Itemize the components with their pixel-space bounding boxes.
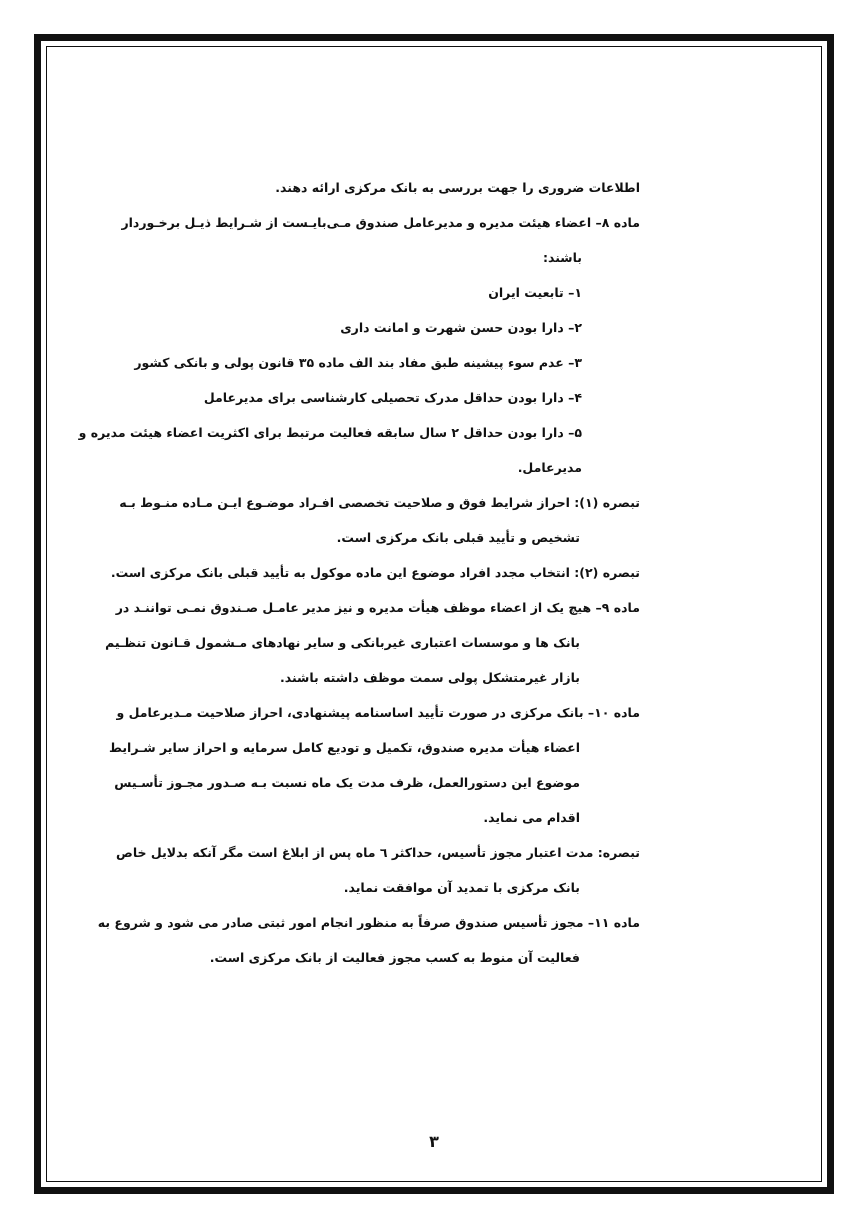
article-10-line-2: اعضاء هیأت مدیره صندوق، تکمیل و تودیع کامل سرمایه و احراز سایر شـرایط [108,740,580,755]
intro-tail: اطلاعات ضروری را جهت بررسی به بانک مرکزی ارائه دهند. [275,180,640,195]
document-body [78,170,640,975]
article-11-line-1: ماده ۱۱– مجوز تأسیس صندوق صرفاً به منظور انجام امور ثبتی صادر می شود و شروع به [97,915,640,930]
note-3-line-1: تبصره: مدت اعتبار مجوز تأسیس، حداکثر ٦ ماه پس از ابلاغ است مگر آنکه بدلایل خاص [116,845,640,860]
article-8-line-1: ماده ۸– اعضاء هیئت مدیره و مدیرعامل صندوق مـی‌بایـست از شـرایط ذیـل برخـوردار [121,215,640,230]
article-10-line-4: اقدام می نماید. [483,810,580,825]
article-10-line-3: موضوع این دستورالعمل، ظرف مدت یک ماه نسبت بـه صـدور مجـوز تأسـیس [114,775,580,790]
condition-2: ۲– دارا بودن حسن شهرت و امانت داری [340,320,582,335]
condition-3: ۳– عدم سوء پیشینه طبق مفاد بند الف ماده ۳۵ قانون پولی و بانکی کشور [134,355,582,370]
page-number: ۳ [429,1132,439,1151]
article-10-line-1: ماده ۱۰– بانک مرکزی در صورت تأیید اساسنامه پیشنهادی، احراز صلاحیت مـدیرعامل و [116,705,640,720]
condition-5-line-1: ۵– دارا بودن حداقل ۲ سال سابقه فعالیت مرتبط برای اکثریت اعضاء هیئت مدیره و [78,425,582,440]
note-3-line-2: بانک مرکزی با تمدید آن موافقت نماید. [343,880,580,895]
condition-4: ۴– دارا بودن حداقل مدرک تحصیلی کارشناسی برای مدیرعامل [203,390,582,405]
article-9-line-2: بانک ها و موسسات اعتباری غیربانکی و سایر نهادهای مـشمول قـانون تنظـیم [105,635,580,650]
condition-5-line-2: مدیرعامل. [517,460,582,475]
note-1-line-1: تبصره (۱): احراز شرایط فوق و صلاحیت تخصصی افـراد موضـوع ایـن مـاده منـوط بـه [119,495,640,510]
condition-1: ۱– تابعیت ایران [488,285,582,300]
article-9-line-3: بازار غیرمتشکل پولی سمت موظف داشته باشند. [279,670,580,685]
note-1-line-2: تشخیص و تأیید قبلی بانک مرکزی است. [336,530,580,545]
note-2: تبصره (۲): انتخاب مجدد افراد موضوع این ماده موکول به تأیید قبلی بانک مرکزی است. [110,565,640,580]
article-11-line-2: فعالیت آن منوط به کسب مجوز فعالیت از بانک مرکزی است. [209,950,580,965]
article-9-line-1: ماده ۹– هیچ یک از اعضاء موظف هیأت مدیره و نیز مدیر عامـل صـندوق نمـی تواننـد در [115,600,640,615]
article-8-line-2: باشند: [542,250,582,265]
